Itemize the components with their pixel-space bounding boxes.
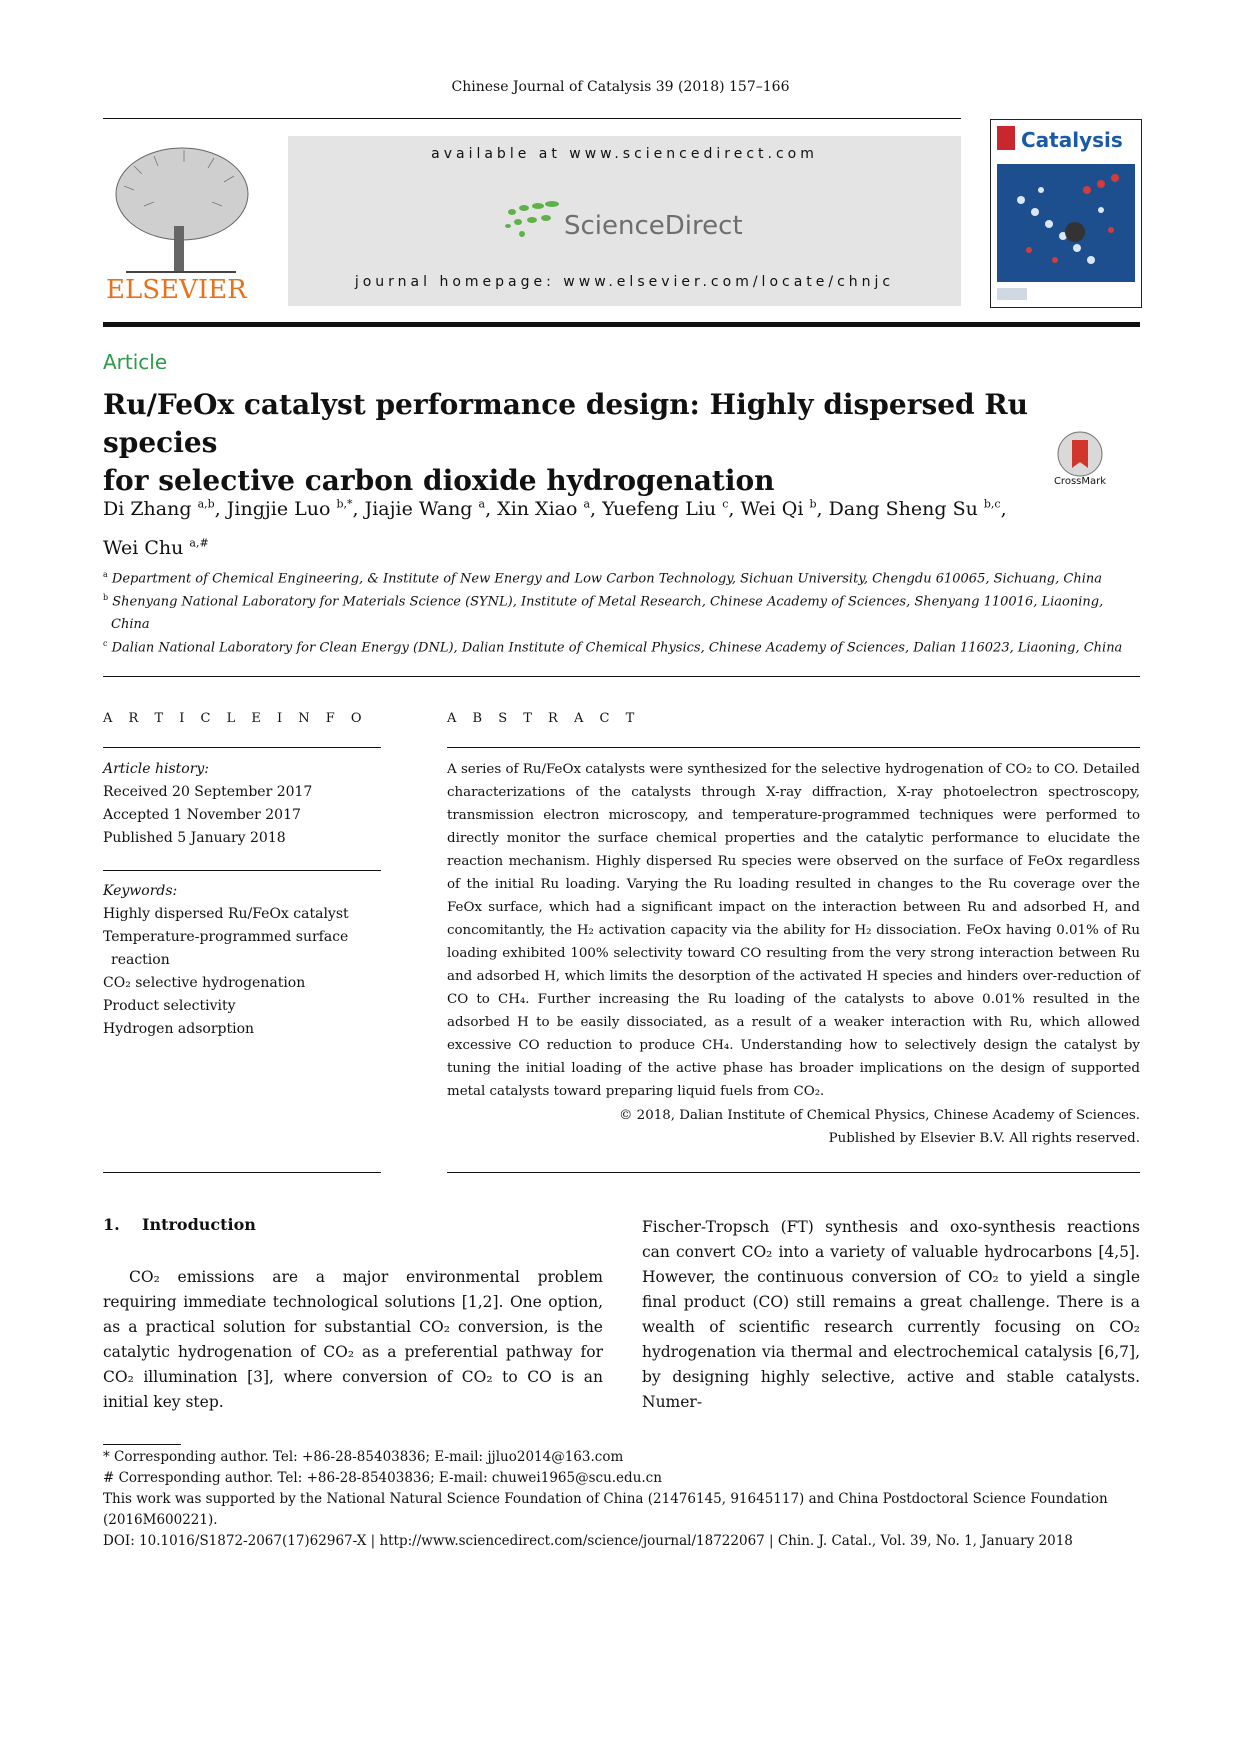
footnote-funding: This work was supported by the National Natural Science Foundation of China (21476145, 91645117) and China Postdoctoral Science Foundation (2016M600221). [103,1491,1108,1528]
keyword: Highly dispersed Ru/FeOx catalyst [103,906,349,922]
info-rule [103,870,381,871]
accepted-date: Accepted 1 November 2017 [103,807,301,823]
author [740,498,828,520]
keyword: reaction [111,952,170,968]
journal-cover-image [990,119,1142,308]
info-rule [103,1172,381,1173]
author-name: Wei Chu [103,536,190,559]
abstract-heading: A B S T R A C T [447,711,641,726]
section-heading: 1. Introduction [103,1215,256,1234]
body-column-left: CO₂ emissions are a major environmental problem requiring immediate technological solutions [1,2]. One option, as a practical solution for substantial CO₂ conversion, is the catalytic hydrogenation of CO₂ as a preferential pathway for CO₂ illumination [3], where conversion of CO₂ to CO is an initial key step. [103,1268,603,1411]
cover-title: Catalysis [1021,128,1123,152]
journal-homepage-text[interactable]: journal homepage: www.elsevier.com/locate/chnjc [354,274,895,290]
article-info-heading: A R T I C L E I N F O [103,711,368,726]
title-line-1: Ru/FeOx catalyst performance design: Highly dispersed Ru species [103,388,1028,459]
header-thick-rule [103,322,1140,327]
sciencedirect-wordmark: ScienceDirect [564,211,743,241]
sciencedirect-banner [288,136,961,306]
author-separator: , [485,498,498,521]
crossmark-icon [1050,430,1110,478]
author-affiliation-mark: b [809,498,817,511]
crossmark-badge[interactable] [1050,430,1110,490]
keyword: Hydrogen adsorption [103,1021,255,1037]
author-affiliation-mark: b,* [336,498,353,511]
keywords-list [103,903,383,1041]
affiliation-a: $^a$ Department of Chemical Engineering, & Institute of New Energy and Low Carbon Technology, Sichuan University, Chengdu 610065, Sichuang, China [103,570,1102,587]
author-separator: , [816,498,829,521]
sciencedirect-leaf-icon [505,201,559,237]
article-history-label: Article history: [103,761,210,777]
author-name: Jingjie Luo [226,498,337,521]
article-title [103,386,1143,500]
author-name: Wei Qi [740,498,810,521]
footnote-corresponding-2: # Corresponding author. Tel: +86-28-85403836; E-mail: chuwei1965@scu.edu.cn [103,1470,662,1486]
sciencedirect-logo[interactable] [498,198,758,248]
author [829,498,1007,520]
footnote-rule [103,1444,181,1445]
header-rule [103,118,961,119]
keywords-label: Keywords: [103,883,178,899]
abstract-rule [447,747,1140,748]
body-column-right: Fischer-Tropsch (FT) synthesis and oxo-synthesis reactions can convert CO₂ into a variety of valuable hydrocarbons [4,5]. However, the continuous conversion of CO₂ to yield a single final product (CO) still remains a great challenge. There is a wealth of scientific research currently focusing on CO₂ hydrogenation via thermal and electrochemical catalysis [6,7], by designing highly selective, active and stable catalysts. Numer- [642,1218,1140,1411]
author-separator: , [590,498,603,521]
author-affiliation-mark: b,c [983,498,1001,511]
keyword: Product selectivity [103,998,236,1014]
keyword: Temperature-programmed surface [103,929,349,945]
author [227,498,365,520]
available-at-text: available at www.sciencedirect.com [431,146,818,162]
journal-citation-header: Chinese Journal of Catalysis 39 (2018) 157–166 [451,79,790,95]
keyword: CO₂ selective hydrogenation [103,975,306,991]
abstract-text: A series of Ru/FeOx catalysts were synthesized for the selective hydrogenation of CO₂ to CO. Detailed characterizations of the catalysts through X-ray diffraction, X-ray photoelectron spectroscopy, transmission electron microscopy, and temperature-programmed techniques were performed to directly monitor the surface chemical properties and the catalytic performance to elucidate the reaction mechanism. Highly dispersed Ru species were observed on the surface of FeOx regardless of the initial Ru loading. Varying the Ru loading resulted in changes to the Ru coverage over the FeOx surface, which had a significant impact on the interaction between Ru and adsorbed H, and concomitantly, the H₂ activation capacity via the ability for H₂ dissociation. FeOx having 0.01% of Ru loading exhibited 100% selectivity toward CO resulting from the very strong interaction between Ru and adsorbed H, which limits the desorption of the activated H species and hinders over-reduction of CO to CH₄. Further increasing the Ru loading of the catalysts to above 0.01% resulted in the adsorbed H to be easily dissociated, as a result of a weaker interaction with Ru, which allowed excessive CO reduction to produce CH₄. Understanding how to selectively design the catalyst by tuning the initial loading of the active phase has broader implications on the design of supported metal catalysts toward preparing liquid fuels from CO₂. [447,762,1140,1099]
received-date: Received 20 September 2017 [103,784,313,800]
footnote-corresponding-1: * Corresponding author. Tel: +86-28-85403836; E-mail: jjluo2014@163.com [103,1449,624,1465]
author [497,498,602,520]
elsevier-wordmark: ELSEVIER [106,275,247,305]
author [103,498,227,520]
author [602,498,740,520]
crossmark-label: CrossMark [1053,476,1107,487]
footnotes [103,1447,1143,1552]
abstract-rule [447,1172,1140,1173]
author-separator: , [214,498,227,521]
author-name: Xin Xiao [497,498,584,521]
author-affiliation-mark: a [478,498,486,511]
info-rule [103,747,381,748]
author-affiliation-mark: a,b [197,498,215,511]
author [365,498,498,520]
author-separator: , [728,498,741,521]
published-date: Published 5 January 2018 [103,830,286,846]
author-affiliation-mark: a [583,498,591,511]
footnote-doi[interactable]: DOI: 10.1016/S1872-2067(17)62967-X | http://www.sciencedirect.com/science/journal/18722067 | Chin. J. Catal., Vol. 39, No. 1, January 2018 [103,1533,1073,1549]
affiliation-rule [103,676,1140,677]
author-affiliation-mark: c [722,498,729,511]
title-line-2: for selective carbon dioxide hydrogenation [103,464,775,497]
author [103,537,209,559]
author-separator: , [1000,498,1007,521]
article-type-label: Article [103,350,168,374]
elsevier-tree-logo [104,136,260,306]
affiliation-b: $^b$ Shenyang National Laboratory for Materials Science (SYNL), Institute of Metal Research, Chinese Academy of Sciences, Shenyang 110016, Liaoning, China [103,593,1104,633]
author-name: Dang Sheng Su [828,498,984,521]
affiliation-c: $^c$ Dalian National Laboratory for Clean Energy (DNL), Dalian Institute of Chemical Physics, Chinese Academy of Sciences, Dalian 116023, Liaoning, China [103,639,1123,656]
author-name: Jiajie Wang [364,498,479,521]
author-separator: , [352,498,365,521]
author-name: Di Zhang [103,498,198,521]
author-name: Yuefeng Liu [602,498,723,521]
copyright-notice: © 2018, Dalian Institute of Chemical Physics, Chinese Academy of Sciences. Published by Elsevier B.V. All rights reserved. [619,1108,1140,1146]
author-affiliation-mark: a,# [189,536,209,550]
author-list [103,488,1063,565]
article-history [103,781,383,850]
